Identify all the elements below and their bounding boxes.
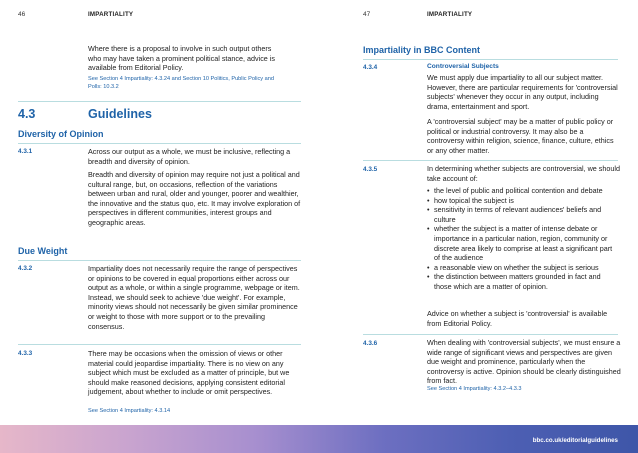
- divider: [18, 260, 301, 261]
- right-page: [319, 0, 638, 453]
- divider: [18, 143, 301, 144]
- list-item: • how topical the subject is: [427, 196, 619, 206]
- due-weight-heading: Due Weight: [18, 246, 68, 256]
- section-number: 4.3: [18, 107, 36, 121]
- clause-text: Impartiality does not necessarily require the range of perspectives or opinions to be covered in equal proportions either across our output as a whole, or within a single programme, webpage or item. Instead, we should seek to achieve 'due weight'. For example, minority views should not necessarily be given similar prominence or weight to those with more support or to the prevailing consensus.: [88, 264, 300, 331]
- footer-link[interactable]: bbc.co.uk/editorialguidelines: [532, 437, 618, 444]
- list-item: • whether the subject is a matter of intense debate or importance in a particular nation, region, community or discrete area likely to comprise at least a significant part of the audience: [427, 224, 619, 262]
- intro-text: Where there is a proposal to involve in such output others who may have taken a prominent political stance, advice is available from Editorial Policy.: [88, 44, 275, 73]
- clause-number: 4.3.4: [363, 64, 378, 71]
- section-title: Guidelines: [88, 107, 152, 121]
- list-item: • sensitivity in terms of relevant audiences' beliefs and culture: [427, 205, 619, 224]
- diversity-heading: Diversity of Opinion: [18, 129, 104, 139]
- clause-reference: See Section 4 Impartiality: 4.3.2–4.3.3: [427, 386, 522, 392]
- clause-title: Controversial Subjects: [427, 63, 499, 70]
- clause-text: A 'controversial subject' may be a matter of public policy or political or industrial controversy. It may also be a controversy within religion, science, finance, culture, ethics or any other matter.: [427, 117, 614, 155]
- criteria-list: [427, 186, 619, 292]
- list-item: • the level of public and political contention and debate: [427, 186, 619, 196]
- divider: [363, 160, 618, 161]
- page-number: 46: [18, 11, 26, 18]
- list-item: • a reasonable view on whether the subject is serious: [427, 263, 619, 273]
- clause-number: 4.3.1: [18, 148, 33, 155]
- divider: [363, 334, 618, 335]
- clause-text: Across our output as a whole, we must be inclusive, reflecting a breadth and diversity of opinion.: [88, 147, 291, 166]
- clause-number: 4.3.5: [363, 166, 378, 173]
- page-header: IMPARTIALITY: [427, 11, 473, 18]
- page-header: IMPARTIALITY: [88, 11, 134, 18]
- divider: [18, 344, 301, 345]
- content-heading: Impartiality in BBC Content: [363, 45, 481, 55]
- clause-number: 4.3.2: [18, 265, 33, 272]
- list-item: • the distinction between matters grounded in fact and those which are a matter of opinion.: [427, 272, 619, 291]
- section-divider: [18, 101, 301, 102]
- advice-text: Advice on whether a subject is 'controversial' is available from Editorial Policy.: [427, 309, 608, 328]
- clause-text: When dealing with 'controversial subjects', we must ensure a wide range of significant views and perspectives are given due weight and prominence, particularly when the controversy is active. Opinion should be clearly distinguished from fact.: [427, 338, 621, 386]
- clause-text: We must apply due impartiality to all our subject matter. However, there are particular requirements for 'controversial subjects' whenever they occur in any output, including drama, entertainment and sport.: [427, 73, 618, 111]
- clause-text: There may be occasions when the omission of views or other material could jeopardise impartiality. There is no view on any subject which must be excluded as a matter of principle, but we should make reasoned decisions, applying consistent editorial judgement, about whether to include or omit perspectives.: [88, 349, 290, 397]
- clause-text: Breadth and diversity of opinion may require not just a political and cultural range, but, on occasions, reflection of the variations between urban and rural, older and younger, poorer and wealthier, the innovative and the status quo, etc. It may involve exploration of perspectives in different communities, interest groups and geographic areas.: [88, 170, 301, 227]
- clause-reference: See Section 4 Impartiality: 4.3.14: [88, 408, 171, 414]
- intro-reference: See Section 4 Impartiality: 4.3.24 and Section 10 Politics, Public Policy and Polls: 10.3.2: [88, 76, 274, 90]
- clause-number: 4.3.6: [363, 340, 378, 347]
- page-number: 47: [363, 11, 371, 18]
- clause-text: In determining whether subjects are controversial, we should take account of:: [427, 164, 620, 183]
- divider: [363, 59, 618, 60]
- clause-number: 4.3.3: [18, 350, 33, 357]
